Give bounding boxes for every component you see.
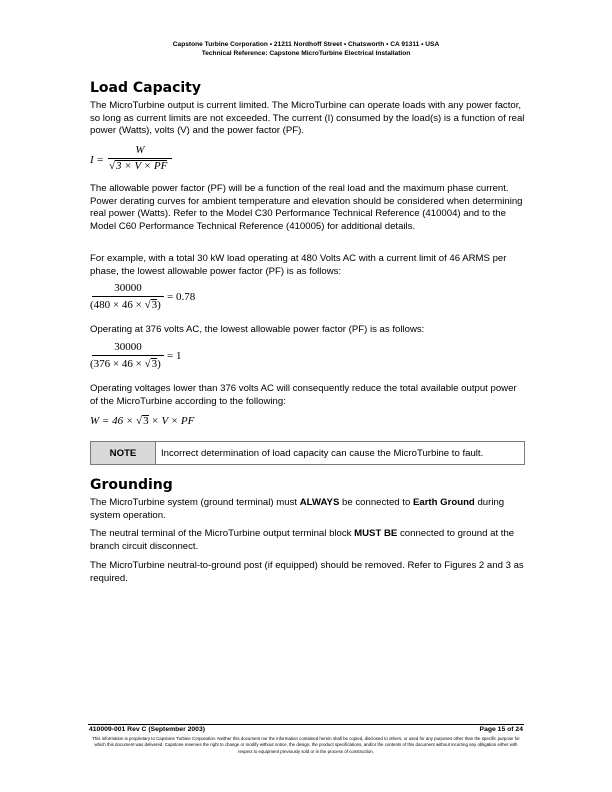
grounding-p1-emphasis-always: ALWAYS [299,497,340,508]
equation-pf-376-result: = 1 [167,350,182,362]
header-address: Capstone Turbine Corporation • 21211 Nordhoff Street • Chatsworth • CA 91311 • USA [172,41,440,48]
fraction-bar [108,158,172,159]
equation-current-lhs: I = [90,154,104,166]
equation-pf-376-den-root: 3 [151,358,158,370]
grounding-paragraph-3: The MicroTurbine neutral-to-ground post (if equipped) should be removed. Refer to Figures 2 and 3 as required. [90,560,524,584]
fraction-bar [92,355,164,356]
load-capacity-paragraph-5: Operating voltages lower than 376 volts AC will consequently reduce the total available output power of the MicroTurbine according to the following: [90,383,517,407]
footer-legal-notice: This information is proprietary to Capstone Turbine Corporation. Neither this document nor the information contained herein shall be copied, disclosed to others, or used for any purposes other than the specific purpose for which this document was delivered. Capstone reserves the right to change or modify without notice, the design, the product specifications, and/or the contents of this document without incurring any obligation either with respect to equipment previously sold or in the process of construction. [92,736,520,754]
equation-current-denominator-tail: 3 × V × PF [116,160,168,172]
equation-pf-480-result: = 0.78 [167,291,196,303]
equation-pf-376 [90,341,230,377]
grounding-p1-text-e: during system operation. [90,497,505,521]
load-capacity-paragraph-3: For example, with a total 30 kW load operating at 480 Volts AC with a current limit of 46 ARMS per phase, the lowest allowable power factor (PF) is as follows: [90,253,507,277]
section-title-load-capacity: Load Capacity [90,80,201,96]
fraction-bar [92,296,164,297]
grounding-paragraph-2 [90,528,526,553]
grounding-p2-text-c: connected to ground at the branch circuit disconnect. [90,528,515,552]
equation-power-tail: × V × PF [148,415,195,427]
equation-current [90,144,210,178]
equation-pf-480-den-head: 480 × 46 × [93,299,145,311]
note-text: Incorrect determination of load capacity can cause the MicroTurbine to fault. [161,447,484,459]
load-capacity-paragraph-1: The MicroTurbine output is current limited. The MicroTurbine can operate loads with any power factor, so long as current limits are not exceeded. The current (I) consumed by the load(s) is a function of real power (Watts), volts (V) and the power factor (PF). [90,100,525,137]
equation-pf-480-numerator: 30000 [114,282,142,294]
equation-pf-480-den-root: 3 [151,299,158,311]
grounding-p2-emphasis-must-be: MUST BE [354,528,398,539]
grounding-paragraph-1 [90,497,526,522]
equation-power [90,415,230,431]
grounding-p1-emphasis-earth-ground: Earth Ground [412,497,475,508]
grounding-p1-text-a: The MicroTurbine system (ground terminal) must [90,497,300,508]
equation-current-denominator [109,160,167,172]
equation-pf-480 [90,282,230,318]
note-label: NOTE [91,442,156,464]
sqrt-symbol: √ [109,160,116,172]
footer-divider [88,724,524,725]
grounding-p1-text-c: be connected to [339,497,413,508]
equation-pf-480-denominator: (480 × 46 × √3) [90,299,161,311]
section-title-grounding: Grounding [90,477,173,493]
equation-power-head: W = 46 × [90,415,137,427]
footer-doc-id: 410009-001 Rev C (September 2003) [89,726,205,733]
note-box [90,441,525,465]
page-header [0,40,612,58]
grounding-p2-text-a: The neutral terminal of the MicroTurbine output terminal block [90,528,355,539]
equation-pf-376-den-head: 376 × 46 × [93,358,145,370]
sqrt-symbol: √ [136,415,143,427]
equation-current-numerator: W [135,144,145,156]
equation-pf-376-denominator: (376 × 46 × √3) [90,358,161,370]
equation-power-root: 3 [143,415,149,427]
load-capacity-paragraph-2: The allowable power factor (PF) will be a function of the real load and the maximum phase current. Power derating curves for ambient temperature and elevation should be considered when determining real power (Watts). Refer to the Model C30 Performance Technical Reference (410004) and to the Model C60 Performance Technical Reference (410005) for additional details. [90,183,523,232]
load-capacity-paragraph-4: Operating at 376 volts AC, the lowest allowable power factor (PF) is as follows: [90,324,425,335]
header-doc-title: Technical Reference: Capstone MicroTurbine Electrical Installation [201,50,411,57]
equation-pf-376-numerator: 30000 [114,341,142,353]
footer-page-number: Page 15 of 24 [479,726,523,733]
